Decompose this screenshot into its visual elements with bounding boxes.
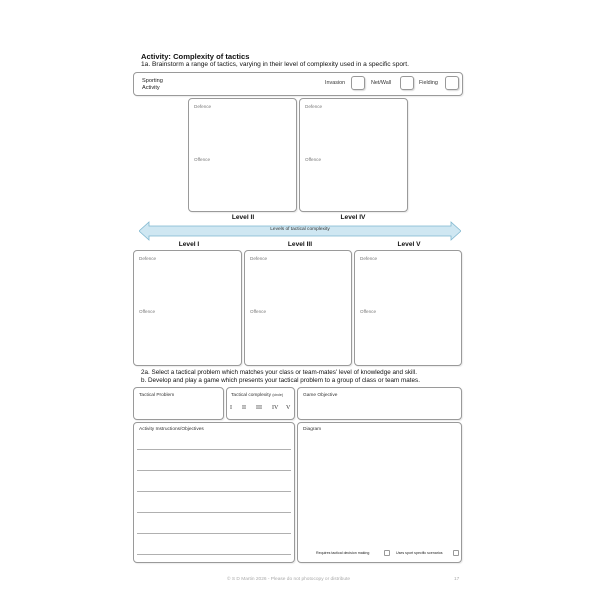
complexity-scale-label: Levels of tactical complexity: [270, 227, 330, 232]
complexity-option-2[interactable]: II: [242, 405, 246, 411]
writing-line: [137, 449, 291, 450]
defence-label: Defence: [250, 256, 268, 261]
level-5-label: Level V: [397, 241, 421, 248]
activity-instructions-label: Activity Instructions/Objectives: [139, 427, 204, 432]
sporting-activity-row: [133, 72, 463, 96]
option-invasion-label: Invasion: [325, 80, 346, 86]
option-netwall-label: Net/Wall: [371, 80, 392, 86]
offence-label: Offence: [360, 309, 377, 314]
game-objective-label: Game Objective: [303, 393, 338, 398]
diagram-box[interactable]: [297, 422, 462, 563]
writing-line: [137, 533, 291, 534]
writing-line: [137, 554, 291, 555]
level-2-label: Level II: [231, 214, 255, 221]
level-2-box[interactable]: [188, 98, 297, 212]
tactical-complexity-label: Tactical complexity (circle): [231, 393, 284, 398]
offence-label: Offence: [305, 157, 322, 162]
instruction-2a: 2a. Select a tactical problem which matches your class or team-mates' level of knowledge and skill.: [141, 369, 417, 376]
tactical-problem-box[interactable]: [133, 387, 224, 420]
option-fielding-label: Fielding: [419, 80, 438, 86]
requires-decision-label: Requires tactical decision making: [316, 551, 370, 555]
level-4-label: Level IV: [340, 214, 366, 221]
tactical-complexity-box[interactable]: [226, 387, 295, 420]
diagram-label: Diagram: [303, 427, 322, 432]
instruction-1a: 1a. Brainstorm a range of tactics, varying in their level of complexity used in a specific sport.: [141, 61, 409, 68]
level-5-box[interactable]: [354, 250, 462, 366]
page-number: 17: [454, 577, 460, 582]
complexity-option-3[interactable]: III: [256, 405, 262, 411]
sporting-activity-label: Sporting Activity: [142, 78, 163, 91]
writing-line: [137, 491, 291, 492]
defence-label: Defence: [360, 256, 378, 261]
offence-label: Offence: [194, 157, 211, 162]
complexity-option-1[interactable]: I: [230, 405, 232, 411]
requires-decision-checkbox[interactable]: [384, 550, 390, 556]
defence-label: Defence: [305, 104, 323, 109]
defence-label: Defence: [139, 256, 157, 261]
instruction-2b: b. Develop and play a game which presents your tactical problem to a group of class or team mates.: [141, 377, 420, 384]
writing-line: [137, 470, 291, 471]
fielding-checkbox[interactable]: [445, 76, 459, 90]
offence-label: Offence: [250, 309, 267, 314]
tactical-problem-label: Tactical Problem: [139, 393, 175, 398]
level-1-label: Level I: [178, 241, 200, 248]
offence-label: Offence: [139, 309, 156, 314]
writing-line: [137, 512, 291, 513]
level-3-label: Level III: [287, 241, 313, 248]
complexity-option-5[interactable]: V: [286, 405, 291, 411]
activity-title: Activity: Complexity of tactics: [141, 52, 250, 61]
uses-scenarios-checkbox[interactable]: [453, 550, 459, 556]
uses-scenarios-label: Uses sport specific scenarios: [396, 551, 443, 555]
game-objective-box[interactable]: [297, 387, 462, 420]
level-3-box[interactable]: [244, 250, 352, 366]
invasion-checkbox[interactable]: [351, 76, 365, 90]
netwall-checkbox[interactable]: [400, 76, 414, 90]
level-1-box[interactable]: [133, 250, 242, 366]
copyright-notice: © S D Martin 2026 - Please do not photocopy or distribute: [227, 577, 350, 582]
complexity-option-4[interactable]: IV: [272, 405, 279, 411]
level-4-box[interactable]: [299, 98, 408, 212]
defence-label: Defence: [194, 104, 212, 109]
activity-instructions-box[interactable]: [133, 422, 295, 563]
